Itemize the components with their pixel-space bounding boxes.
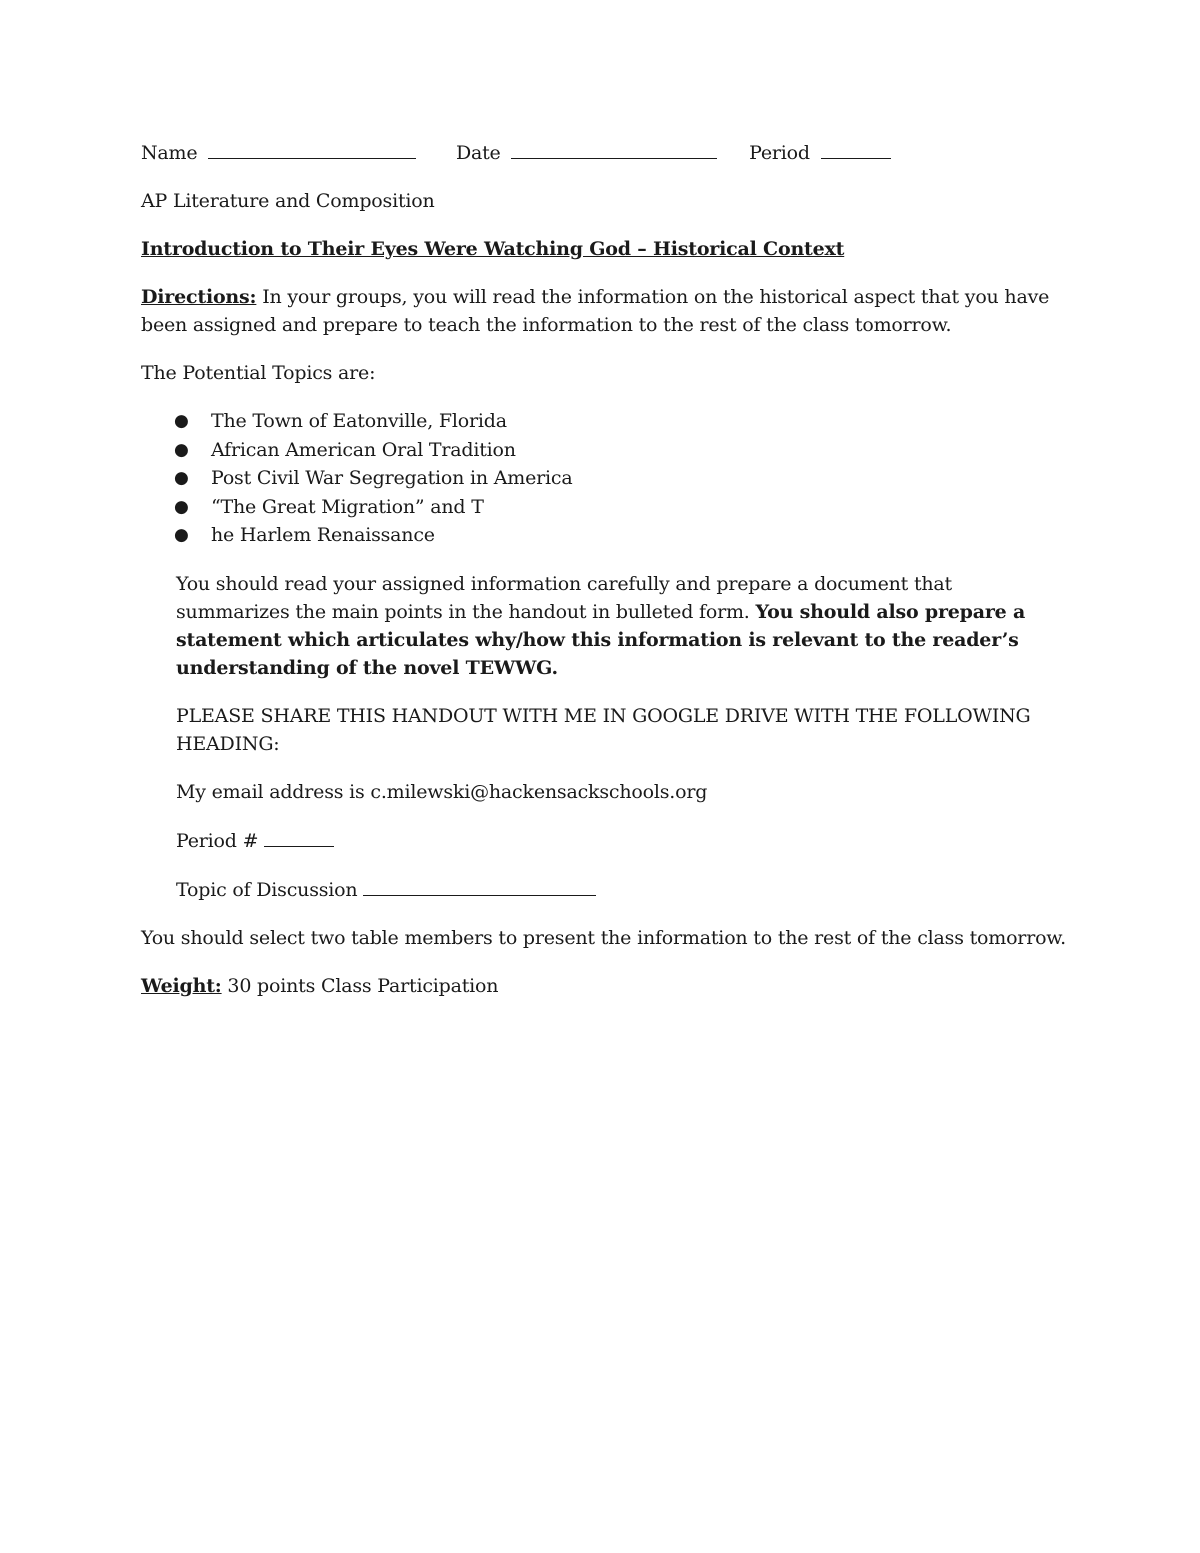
list-item <box>141 493 1071 522</box>
bullet-icon: ● <box>174 496 189 517</box>
topic-label: African American Oral Tradition <box>211 438 516 461</box>
topic-label: he Harlem Renaissance <box>211 524 435 546</box>
list-item <box>141 521 1071 550</box>
list-item <box>141 407 1071 436</box>
topics-intro: The Potential Topics are: <box>141 362 376 384</box>
date-blank <box>511 138 717 159</box>
student-info-header <box>141 138 1071 167</box>
weight-line <box>141 972 1071 1000</box>
period-number-blank <box>264 826 334 847</box>
presenters-paragraph: You should select two table members to present the information to the rest of the class tomorrow. <box>141 926 1066 949</box>
email-line: My email address is c.milewski@hackensackschools.org <box>176 780 708 803</box>
handout-title: Introduction to Their Eyes Were Watching God – Historical Context <box>141 238 845 260</box>
period-number-label: Period # <box>176 829 259 852</box>
period-number-line <box>176 826 1071 855</box>
topic-discussion-line <box>176 875 1071 904</box>
weight-text: 30 points Class Participation <box>221 974 499 997</box>
bullet-icon: ● <box>174 468 189 488</box>
course-name: AP Literature and Composition <box>141 190 435 212</box>
topic-label: “The Great Migration” and T <box>211 495 484 518</box>
topic-label: The Town of Eatonville, Florida <box>211 410 507 432</box>
topic-label: Post Civil War Segregation in America <box>211 467 573 489</box>
directions-text: In your groups, you will read the information on the historical aspect that you have been assigned and prepare to teach the information to the rest of the class tomorrow. <box>141 286 1050 336</box>
name-label: Name <box>141 142 198 164</box>
bullet-icon: ● <box>174 525 189 545</box>
topic-discussion-blank <box>363 875 596 896</box>
period-blank <box>821 138 891 159</box>
weight-label: Weight: <box>141 974 222 997</box>
topic-discussion-label: Topic of Discussion <box>176 878 358 901</box>
handout-content <box>141 138 1071 1020</box>
bullet-icon: ● <box>174 439 189 460</box>
topics-list <box>141 407 1071 550</box>
directions-label: Directions: <box>141 286 257 308</box>
list-item <box>141 436 1071 465</box>
name-blank <box>208 138 416 159</box>
share-heading: PLEASE SHARE THIS HANDOUT WITH ME IN GOOGLE DRIVE WITH THE FOLLOWING HEADING: <box>176 704 1031 755</box>
bullet-icon: ● <box>174 411 189 431</box>
period-label: Period <box>749 142 810 164</box>
instructions-paragraph <box>176 570 1071 682</box>
instructions-bold: You should also prepare a statement which articulates why/how this information is relevant to the reader’s understanding of the novel TEWWG. <box>176 600 1026 679</box>
date-label: Date <box>455 142 501 164</box>
list-item <box>141 464 1071 493</box>
instructions-plain: You should read your assigned information carefully and prepare a document that summarizes the main points in the handout in bulleted form. <box>176 572 952 623</box>
directions-paragraph <box>141 283 1071 339</box>
